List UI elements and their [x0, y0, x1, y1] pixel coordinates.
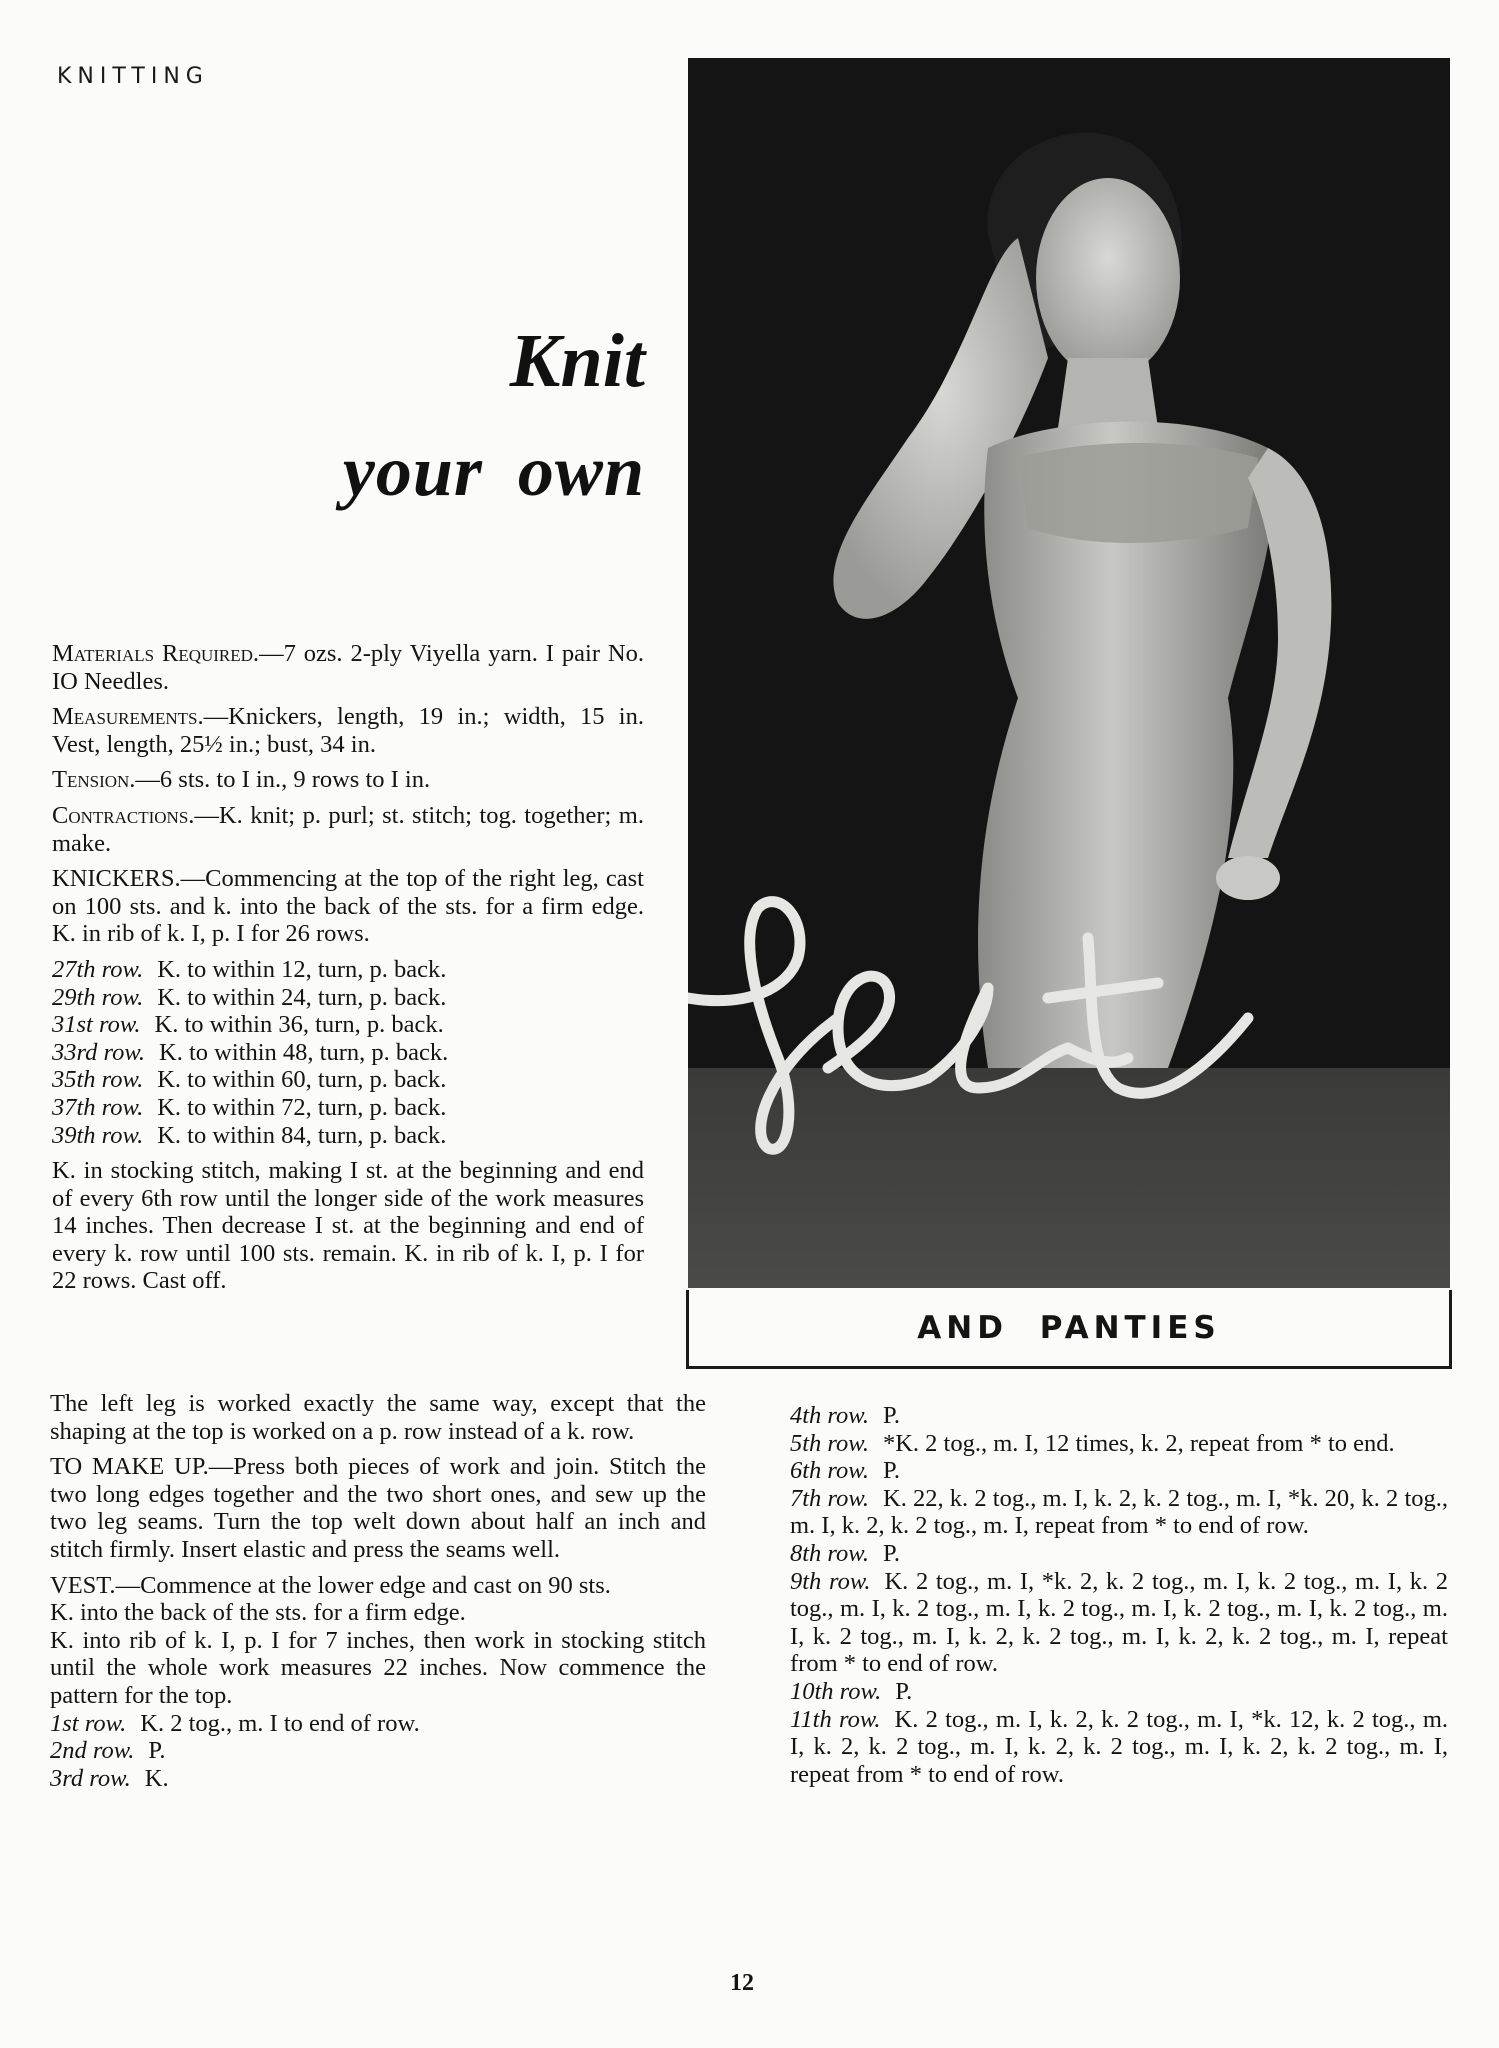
section-label: KNITTING — [57, 64, 209, 89]
photo-illustration — [688, 58, 1450, 1288]
row-instruction: 1st row. K. 2 tog., m. I to end of row. — [50, 1709, 420, 1737]
knickers-paragraph — [52, 865, 644, 948]
measurements-paragraph — [52, 703, 644, 758]
row-instruction: 3rd row. K. — [50, 1764, 169, 1792]
row-instruction: 4th row. P. — [790, 1402, 901, 1429]
tension-text: —6 sts. to I in., 9 rows to I in. — [135, 766, 431, 794]
materials-label: Materials Required. — [52, 640, 260, 667]
row-instruction: 11th row. K. 2 tog., m. I, k. 2, k. 2 tog., m. I, *k. 12, k. 2 tog., m. I, k. 2, k. 2 tog., m. I, k. 2, k. 2 tog., m. I, k. 2, k. 2 tog., m. I, repeat from * to end of row. — [790, 1705, 1449, 1788]
left-leg-paragraph: The left leg is worked exactly the same way, except that the shaping at the top is worked on a p. row instead of a k. row. — [50, 1390, 706, 1445]
make-up-label: TO MAKE UP. — [50, 1453, 209, 1481]
make-up-text: —Press both pieces of work and join. Stitch the two long edges together and the two short ones, and sew up the two leg seams. Turn the top welt down about half an inch and stitch firmly. Insert elastic and press the seams well. — [50, 1453, 706, 1563]
row-instruction: 6th row. P. — [790, 1457, 901, 1485]
row-instruction: 8th row. P. — [790, 1539, 901, 1567]
caption-box — [686, 1290, 1452, 1369]
headline-line-1: Knit — [509, 319, 645, 403]
row-instruction: 7th row. K. 22, k. 2 tog., m. I, k. 2, k. 2 tog., m. I, *k. 20, k. 2 tog., m. I, k. 2, k. 2 tog., m. I, repeat from * to end of row. — [790, 1484, 1448, 1540]
vest-line: K. into the back of the sts. for a firm edge. — [50, 1599, 466, 1627]
row-instruction: 9th row. K. 2 tog., m. I, *k. 2, k. 2 tog., m. I, k. 2 tog., m. I, k. 2 tog., m. I, k. 2 tog., m. I, k. 2 tog., m. I, k. 2 tog., m. I, k. 2 tog., m. I, k. 2 tog., m. I, k. 2, k. 2 tog., m. I, k. 2, k. 2 tog., m. I, repeat from * to end of row. — [790, 1567, 1448, 1678]
vest-line: K. into rib of k. I, p. I for 7 inches, then work in stocking stitch until the whole work measures 22 inches. Now commence the pattern for the top. — [50, 1626, 706, 1709]
contractions-paragraph — [52, 802, 644, 857]
tension-paragraph — [52, 766, 644, 794]
materials-text: —7 ozs. 2-ply Viyella yarn. I pair No. IO Needles. — [52, 640, 644, 695]
vest-paragraph — [50, 1572, 706, 1600]
knickers-rows — [52, 956, 644, 1149]
row-instruction: 31st row. K. to within 36, turn, p. back. — [52, 1011, 444, 1039]
right-column — [790, 1402, 1448, 1788]
left-column — [52, 640, 644, 1303]
knickers-text: —Commencing at the top of the right leg, cast on 100 sts. and k. into the back of the sts. for a firm edge. K. in rib of k. I, p. I for 26 rows. — [52, 865, 644, 948]
materials-paragraph — [52, 640, 644, 695]
caption-text: AND PANTIES — [917, 1310, 1221, 1346]
lower-left-column — [50, 1390, 706, 1792]
contractions-text: —K. knit; p. purl; st. stitch; tog. together; m. make. — [52, 801, 644, 857]
row-instruction: 29th row. K. to within 24, turn, p. back. — [52, 983, 447, 1011]
headline-line-2: your own — [342, 431, 645, 511]
row-instruction: 10th row. P. — [790, 1677, 913, 1705]
page-number: 12 — [730, 1970, 754, 1996]
row-instruction: 2nd row. P. — [50, 1737, 166, 1765]
row-instruction: 27th row. K. to within 12, turn, p. back. — [52, 955, 447, 983]
measurements-label: Measurements. — [52, 703, 204, 731]
row-instruction: 37th row. K. to within 72, turn, p. back. — [52, 1093, 447, 1121]
make-up-paragraph — [50, 1453, 706, 1563]
tension-label: Tension. — [52, 766, 136, 794]
model-photo — [688, 58, 1450, 1288]
vest-text: —Commence at the lower edge and cast on 90 sts. — [115, 1571, 611, 1599]
contractions-label: Contractions. — [52, 801, 195, 829]
stocking-paragraph: K. in stocking stitch, making I st. at the beginning and end of every 6th row until the longer side of the work measures 14 inches. Then decrease I st. at the beginning and end of every k. row until 100 sts. remain. K. in rib of k. I, p. I for 22 rows. Cast off. — [52, 1157, 644, 1295]
measurements-text: —Knickers, length, 19 in.; width, 15 in. Vest, length, 25½ in.; bust, 34 in. — [52, 703, 644, 758]
row-instruction: 39th row. K. to within 84, turn, p. back. — [52, 1121, 447, 1149]
vest-label: VEST. — [50, 1571, 116, 1599]
knickers-label: KNICKERS. — [52, 865, 181, 893]
row-instruction: 35th row. K. to within 60, turn, p. back. — [52, 1066, 447, 1094]
row-instruction: 33rd row. K. to within 48, turn, p. back. — [52, 1038, 449, 1066]
row-instruction: 5th row. *K. 2 tog., m. I, 12 times, k. 2, repeat from * to end. — [790, 1429, 1395, 1457]
